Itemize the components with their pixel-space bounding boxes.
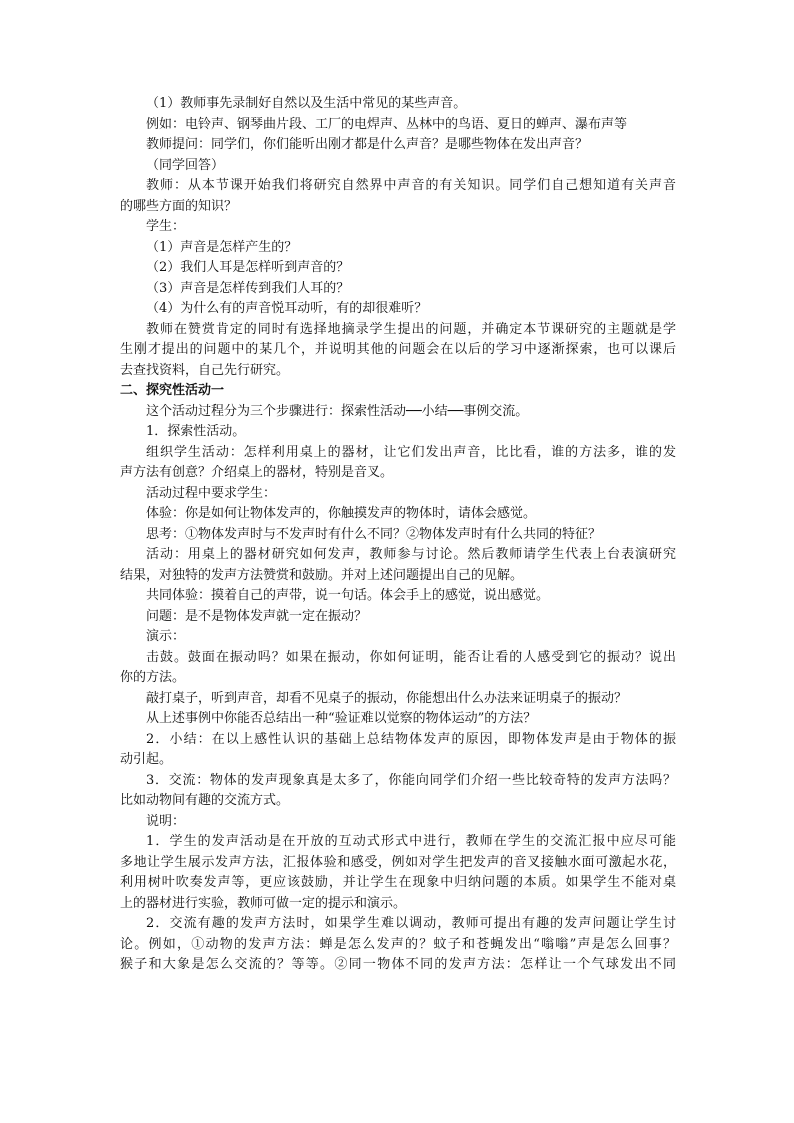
section-heading: 二、探究性活动一 (120, 383, 225, 398)
text-line: 活动过程中要求学生： (146, 485, 277, 501)
text-line: 这个活动过程分为三个步骤进行：探索性活动──小结──事例交流。 (146, 403, 529, 419)
text-line: 声方法有创意？介绍桌上的器材，特别是音叉。 (120, 465, 394, 480)
text-line: 教师提问：同学们，你们能听出刚才都是什么声音？是哪些物体在发出声音？ (146, 137, 589, 152)
text-line: 问题：是不是物体发声就一定在振动？ (146, 608, 368, 624)
text-line: 敲打桌子，听到声音，却看不见桌子的振动，你能想出什么办法来证明桌子的振动？ (146, 690, 628, 706)
text-line: （3）声音是怎样传到我们人耳的？ (146, 280, 350, 296)
text-line: （4）为什么有的声音悦耳动听，有的却很难听？ (146, 301, 428, 316)
document-body (120, 94, 676, 976)
text-line: 动引起。 (120, 752, 173, 767)
text-line: 共同体验：摸着自己的声带，说一句话。体会手上的感觉，说出感觉。 (146, 588, 550, 603)
text-line: 多地让学生展示发声方法，汇报体验和感受，例如对学生把发声的音叉接触水面可激起水花， (120, 854, 676, 870)
text-line: 上的器材进行实验，教师可做一定的提示和演示。 (120, 895, 407, 911)
text-line: （同学回答） (146, 157, 225, 173)
text-line: 教师在赞赏肯定的同时有选择地摘录学生提出的问题，并确定本节课研究的主题就是学 (146, 321, 676, 337)
text-line: 生刚才提出的问题中的某几个，并说明其他的问题会在以后的学习中逐渐探索，也可以课后 (120, 342, 676, 357)
text-line: 去查找资料，自己先行研究。 (120, 362, 290, 378)
text-line: 结果，对独特的发声方法赞赏和鼓励。并对上述问题提出自己的见解。 (120, 567, 524, 583)
text-line: 教师：从本节课开始我们将研究自然界中声音的有关知识。同学们自己想知道有关声音 (146, 178, 676, 193)
text-line: （1）声音是怎样产生的？ (146, 239, 298, 255)
text-line: 论。例如，①动物的发声方法：蝉是怎么发声的？蚊子和苍蝇发出“嗡嗡”声是怎么回事？ (120, 936, 676, 952)
text-line: 利用树叶吹奏发声等，更应该鼓励，并让学生在现象中归纳问题的本质。如果学生不能对桌 (120, 875, 676, 890)
text-line: 3．交流：物体的发声现象真是太多了，你能向同学们介绍一些比较奇特的发声方法吗？ (146, 772, 676, 788)
text-line: 说明： (146, 813, 186, 829)
text-line: 例如：电铃声、钢琴曲片段、工厂的电焊声、丛林中的鸟语、夏日的蝉声、瀑布声等 (146, 116, 628, 132)
text-line: 2．小结：在以上感性认识的基础上总结物体发声的原因，即物体发声是由于物体的振 (146, 731, 676, 747)
text-line: 1．探索性活动。 (146, 424, 246, 439)
text-line: 从上述事例中你能否总结出一种“验证难以觉察的物体运动”的方法？ (146, 711, 537, 726)
text-line: （1）教师事先录制好自然以及生活中常见的某些声音。 (146, 96, 467, 111)
text-line: 的哪些方面的知识？ (120, 198, 238, 214)
text-line: 比如动物间有趣的交流方式。 (120, 793, 290, 808)
text-line: 组织学生活动：怎样利用桌上的器材，让它们发出声音，比比看，谁的方法多，谁的发 (146, 444, 676, 460)
text-line: 活动：用桌上的器材研究如何发声，教师参与讨论。然后教师请学生代表上台表演研究 (146, 547, 676, 562)
text-line: 学生： (146, 219, 186, 234)
text-line: 体验：你是如何让物体发声的，你触摸发声的物体时，请体会感觉。 (146, 506, 537, 521)
text-line: 击鼓。鼓面在振动吗？如果在振动，你如何证明，能否让看的人感受到它的振动？说出 (146, 649, 676, 665)
text-line: 1．学生的发声活动是在开放的互动式形式中进行，教师在学生的交流汇报中应尽可能 (146, 834, 676, 849)
text-line: 猴子和大象是怎么交流的？等等。②同一物体不同的发声方法：怎样让一个气球发出不同 (120, 957, 676, 972)
text-line: 你的方法。 (120, 670, 186, 685)
text-line: 思考：①物体发声时与不发声时有什么不同？②物体发声时有什么共同的特征？ (146, 526, 602, 542)
text-line: 2．交流有趣的发声方法时，如果学生难以调动，教师可提出有趣的发声问题让学生讨 (146, 916, 676, 931)
text-line: （2）我们人耳是怎样听到声音的？ (146, 260, 350, 275)
text-line: 演示： (146, 629, 186, 644)
